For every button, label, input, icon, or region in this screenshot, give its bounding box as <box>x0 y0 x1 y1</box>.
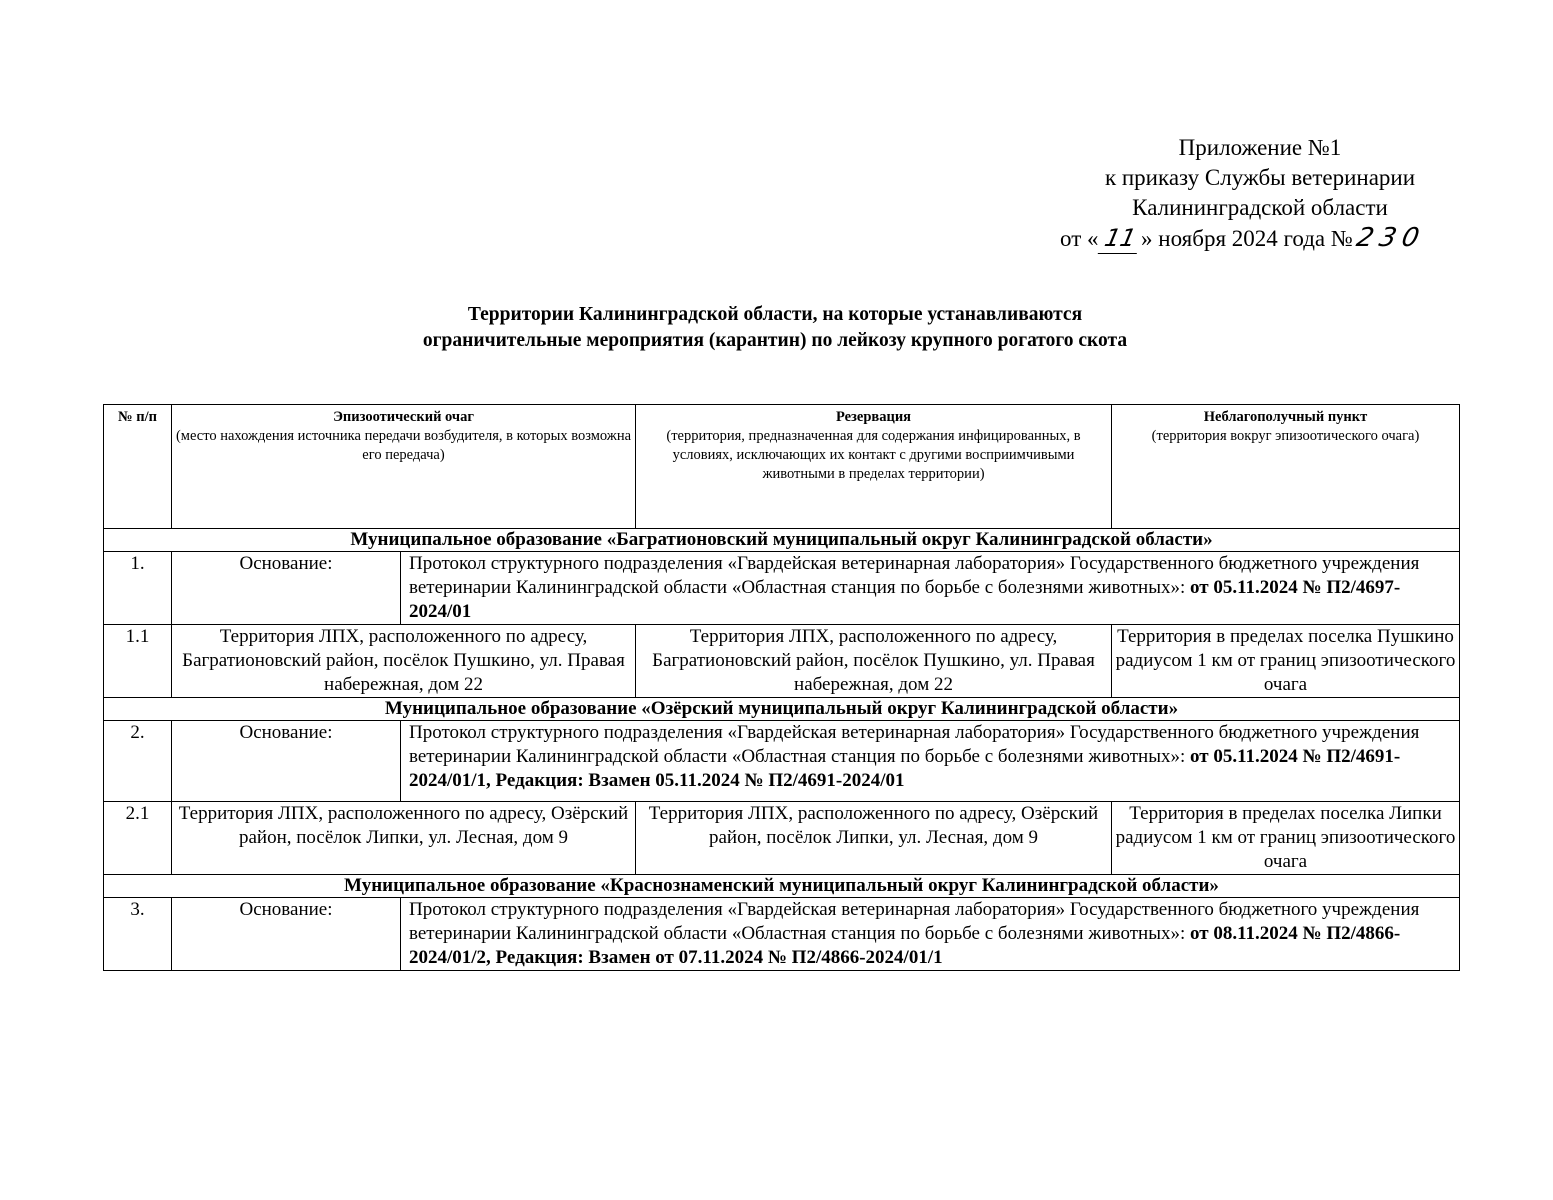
section-row <box>104 698 1460 721</box>
section-row <box>104 875 1460 898</box>
header-num: № п/п <box>104 405 172 529</box>
reservation-cell: Территория ЛПХ, расположенного по адресу, Озёрский район, посёлок Липки, ул. Лесная, дом 9 <box>636 802 1112 875</box>
point-cell: Территория в пределах поселка Пушкино радиусом 1 км от границ эпизоотического очага <box>1112 625 1460 698</box>
section-row <box>104 529 1460 552</box>
document-title-line-2: ограничительные мероприятия (карантин) по лейкозу крупного рогатого скота <box>422 330 1128 351</box>
appendix-line-3: Калининградской области <box>1132 195 1388 220</box>
table-row <box>104 802 1460 875</box>
section-title: Муниципальное образование «Багратионовский муниципальный округ Калининградской области» <box>104 529 1460 552</box>
quarantine-table <box>103 404 1460 971</box>
basis-label: Основание: <box>172 721 401 802</box>
table-row <box>104 625 1460 698</box>
row-number: 1.1 <box>104 625 172 698</box>
basis-text: Протокол структурного подразделения «Гвардейская ветеринарная лаборатория» Государственного бюджетного учреждения ветеринарии Калининградской области «Областная станция по борьбе с болезнями животных»: <box>409 722 1420 767</box>
appendix-block <box>1040 133 1480 254</box>
basis-text-cell <box>401 898 1460 971</box>
document-title-line-1: Территории Калининградской области, на которые устанавливаются <box>467 304 1083 325</box>
basis-row <box>104 721 1460 802</box>
header-focus-desc: (место нахождения источника передачи возбудителя, в которых возможна его передача) <box>175 428 632 463</box>
appendix-date-line <box>1040 223 1480 254</box>
basis-row <box>104 898 1460 971</box>
focus-cell: Территория ЛПХ, расположенного по адресу, Багратионовский район, посёлок Пушкино, ул. Правая набережная, дом 22 <box>172 625 636 698</box>
basis-text-cell <box>401 552 1460 625</box>
header-reservation <box>636 405 1112 529</box>
table-header-row <box>104 405 1460 529</box>
basis-label: Основание: <box>172 552 401 625</box>
date-prefix: от « <box>1060 226 1099 251</box>
row-number: 3. <box>104 898 172 971</box>
header-point-title: Неблагополучный пункт <box>1203 409 1368 425</box>
row-number: 2. <box>104 721 172 802</box>
reservation-cell: Территория ЛПХ, расположенного по адресу, Багратионовский район, посёлок Пушкино, ул. Правая набережная, дом 22 <box>636 625 1112 698</box>
appendix-line-2: к приказу Службы ветеринарии <box>1104 165 1416 190</box>
basis-label: Основание: <box>172 898 401 971</box>
basis-text-cell <box>401 721 1460 802</box>
header-focus-title: Эпизоотический очаг <box>333 409 474 425</box>
header-focus <box>172 405 636 529</box>
point-cell: Территория в пределах поселка Липки радиусом 1 км от границ эпизоотического очага <box>1112 802 1460 875</box>
basis-text: Протокол структурного подразделения «Гвардейская ветеринарная лаборатория» Государственного бюджетного учреждения ветеринарии Калининградской области «Областная станция по борьбе с болезнями животных»: <box>409 899 1420 944</box>
header-point-desc: (территория вокруг эпизоотического очага) <box>1151 428 1420 444</box>
appendix-line-1: Приложение №1 <box>1178 135 1342 160</box>
row-number: 2.1 <box>104 802 172 875</box>
document-title <box>200 302 1350 354</box>
section-title: Муниципальное образование «Озёрский муниципальный округ Калининградской области» <box>104 698 1460 721</box>
section-title: Муниципальное образование «Краснознаменский муниципальный округ Калининградской области» <box>104 875 1460 898</box>
header-reservation-title: Резервация <box>835 409 912 425</box>
basis-row <box>104 552 1460 625</box>
basis-protocol-ref: от 05.11.2024 № П2/4697-2024/01 <box>409 577 1401 622</box>
handwritten-day: 11 <box>1097 223 1142 254</box>
focus-cell: Территория ЛПХ, расположенного по адресу, Озёрский район, посёлок Липки, ул. Лесная, дом 9 <box>172 802 636 875</box>
basis-text: Протокол структурного подразделения «Гвардейская ветеринарная лаборатория» Государственного бюджетного учреждения ветеринарии Калининградской области «Областная станция по борьбе с болезнями животных»: <box>409 553 1420 598</box>
row-number: 1. <box>104 552 172 625</box>
header-point <box>1112 405 1460 529</box>
basis-protocol-ref: от 05.11.2024 № П2/4691-2024/01/1, Редакция: Взамен 05.11.2024 № П2/4691-2024/01 <box>409 746 1401 791</box>
date-middle: » ноября 2024 года № <box>1141 226 1353 251</box>
basis-protocol-ref: от 08.11.2024 № П2/4866-2024/01/2, Редакция: Взамен от 07.11.2024 № П2/4866-2024/01/1 <box>409 923 1401 968</box>
header-reservation-desc: (территория, предназначенная для содержания инфицированных, в условиях, исключающих их контакт с другими восприимчивыми животными в пределах территории) <box>666 428 1081 482</box>
handwritten-order-number: 230 <box>1353 223 1428 253</box>
